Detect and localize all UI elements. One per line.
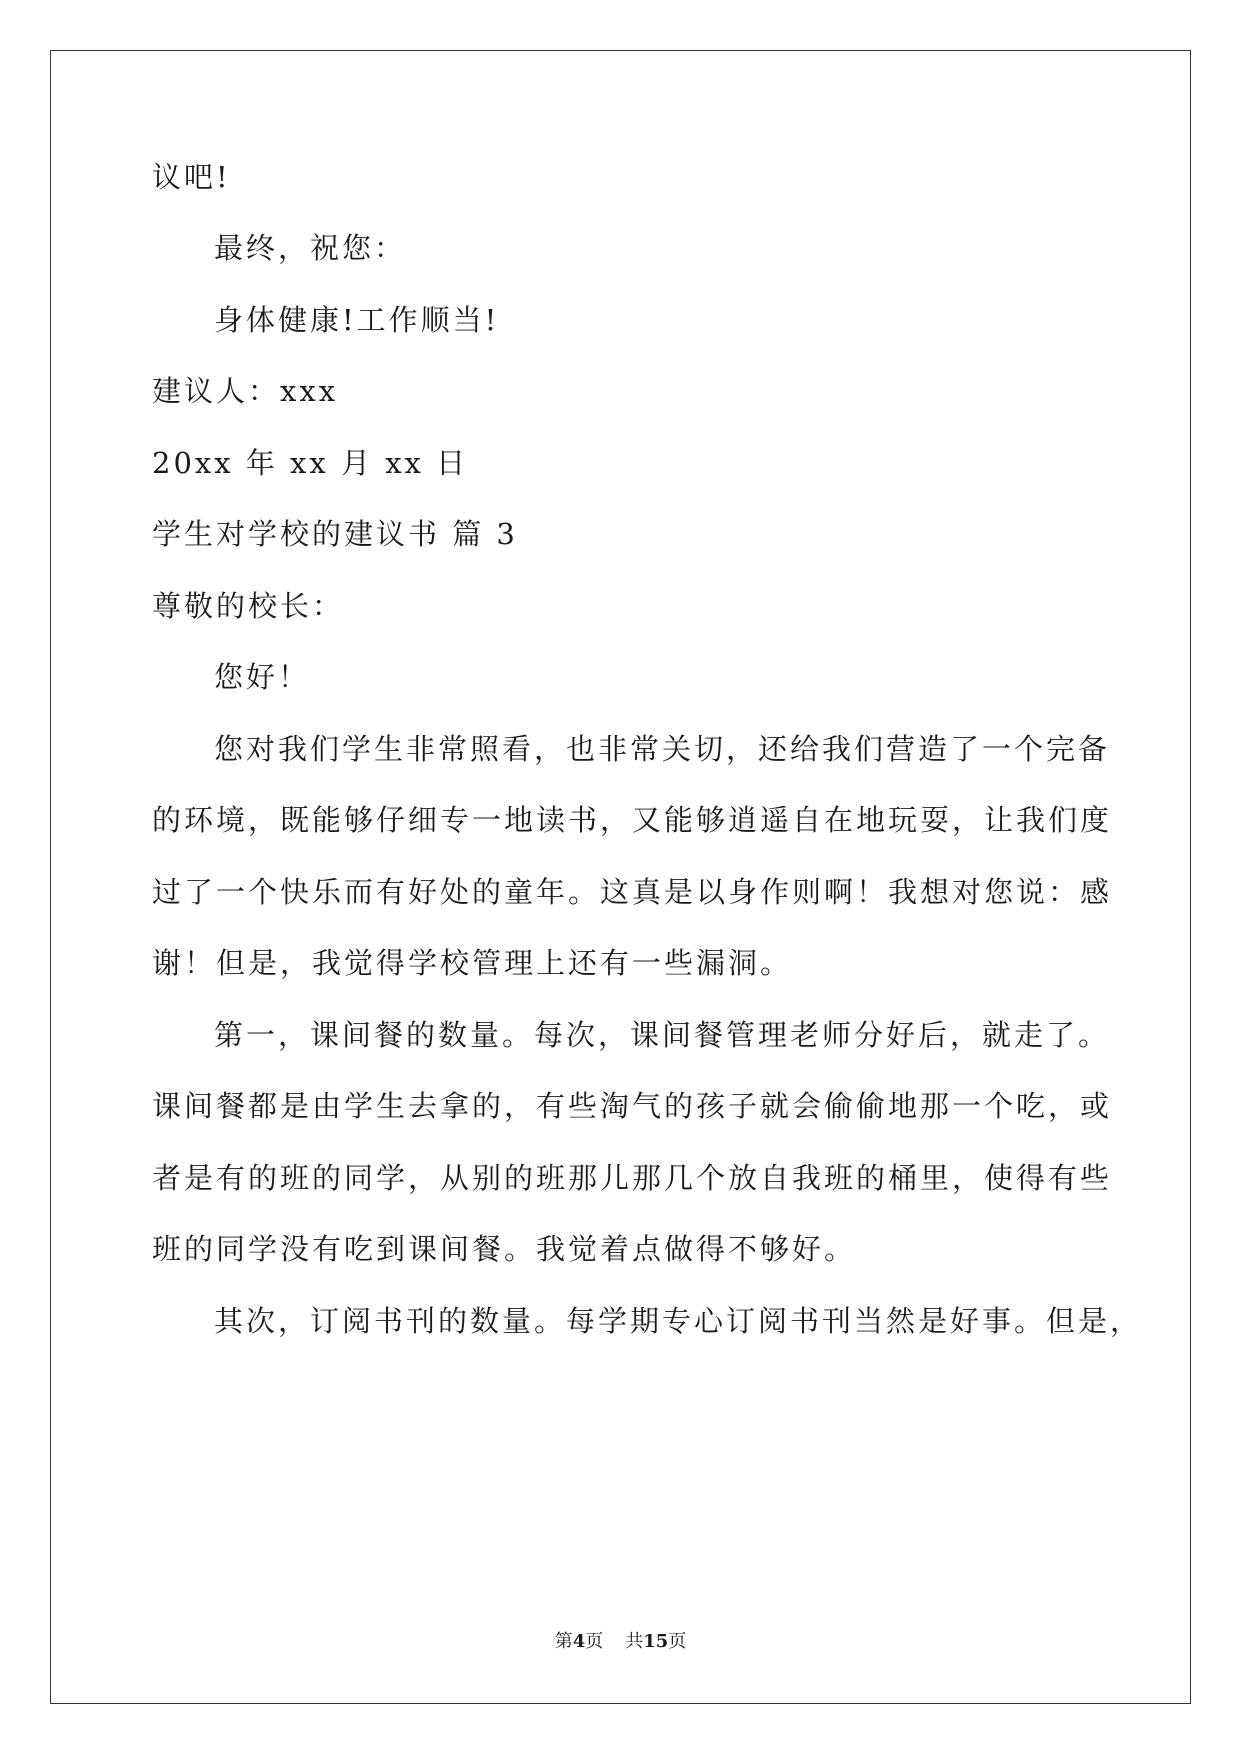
- text-line: 者是有的班的同学，从别的班那儿那几个放自我班的桶里，使得有些: [152, 1161, 1113, 1195]
- footer-page-current: 4: [572, 1631, 586, 1652]
- text-line: 身体健康!工作顺当!: [214, 303, 500, 337]
- footer-page-prefix: 第: [554, 1631, 573, 1652]
- text-line: 议吧!: [152, 160, 231, 194]
- greeting: 您好！: [214, 660, 311, 694]
- text-line: 您对我们学生非常照看，也非常关切，还给我们营造了一个完备: [214, 732, 1111, 766]
- text-line: 的环境，既能够仔细专一地读书，又能够逍遥自在地玩耍，让我们度: [152, 803, 1113, 837]
- text-line: 过了一个快乐而有好处的童年。这真是以身作则啊！我想对您说：感: [152, 875, 1113, 909]
- text-line: 课间餐都是由学生去拿的，有些淘气的孩子就会偷偷地那一个吃，或: [152, 1089, 1113, 1123]
- salutation: 尊敬的校长：: [152, 589, 345, 623]
- footer-total-prefix: 共: [625, 1631, 644, 1652]
- text-line: 班的同学没有吃到课间餐。我觉着点做得不够好。: [152, 1232, 857, 1266]
- section-heading: 学生对学校的建议书 篇 3: [152, 517, 518, 551]
- date-line: 20xx 年 xx 月 xx 日: [152, 446, 469, 480]
- page-footer: [0, 1631, 1241, 1653]
- footer-total-suffix: 页: [668, 1631, 687, 1652]
- text-line: 第一，课间餐的数量。每次，课间餐管理老师分好后，就走了。: [214, 1018, 1111, 1052]
- text-line: 最终，祝您：: [214, 231, 407, 265]
- footer-page-total: 15: [643, 1631, 669, 1652]
- text-line: 其次，订阅书刊的数量。每学期专心订阅书刊当然是好事。但是，: [214, 1304, 1143, 1338]
- signature-line: 建议人：xxx: [152, 374, 339, 408]
- text-line: 谢！但是，我觉得学校管理上还有一些漏洞。: [152, 946, 793, 980]
- footer-page-mid: 页: [585, 1631, 604, 1652]
